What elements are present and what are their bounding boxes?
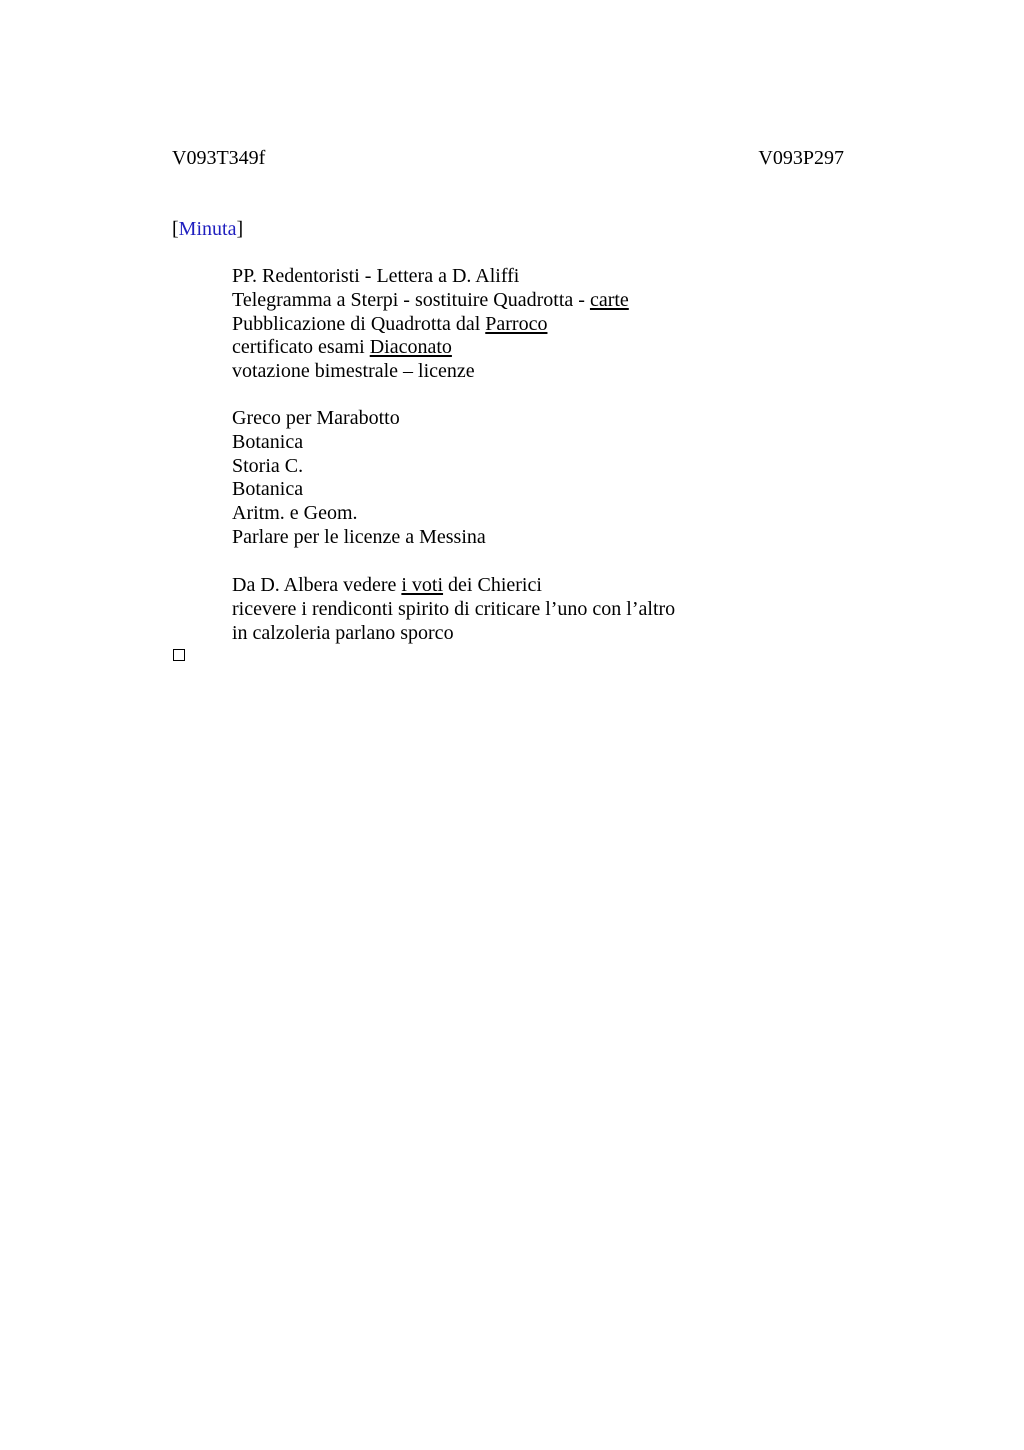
note-line: votazione bimestrale – licenze [232, 360, 475, 383]
document-code-left: V093T349f [172, 147, 266, 169]
empty-checkbox[interactable] [173, 649, 185, 661]
note-line [232, 336, 629, 360]
section-heading [172, 217, 243, 241]
note-text: Telegramma a Sterpi - sostituire Quadrotta - [232, 288, 590, 311]
note-line: in calzoleria parlano sporco [232, 621, 454, 644]
note-line [232, 574, 675, 598]
note-line: PP. Redentoristi - Lettera a D. Aliffi [232, 265, 520, 287]
note-line: ricevere i rendiconti spirito di criticare l’uno con l’altro [232, 597, 676, 620]
heading-close-bracket: ] [236, 218, 244, 240]
note-text: Pubblicazione di Quadrotta dal [232, 312, 486, 335]
note-line: Aritm. e Geom. [232, 502, 358, 525]
note-text: Da D. Albera vedere [232, 574, 402, 596]
note-text: certificato esami [232, 336, 370, 359]
note-text: dei Chierici [443, 574, 542, 596]
notes-block-1 [232, 265, 629, 384]
note-line: Botanica [232, 478, 304, 501]
note-underlined-text: i voti [401, 574, 444, 596]
notes-block-2 [232, 407, 486, 550]
note-line [232, 289, 629, 313]
note-underlined-text: carte [589, 288, 629, 311]
notes-block-3 [232, 574, 675, 645]
document-code-right: V093P297 [758, 147, 844, 169]
note-line: Parlare per le licenze a Messina [232, 525, 486, 548]
heading-open-bracket: [ [172, 218, 179, 240]
note-line [232, 313, 629, 337]
note-line: Botanica [232, 430, 304, 453]
note-underlined-text: Parroco [485, 312, 548, 335]
note-underlined-text: Diaconato [369, 336, 452, 359]
minuta-link[interactable]: Minuta [178, 218, 237, 240]
note-line: Storia C. [232, 454, 304, 477]
note-line: Greco per Marabotto [232, 407, 400, 429]
